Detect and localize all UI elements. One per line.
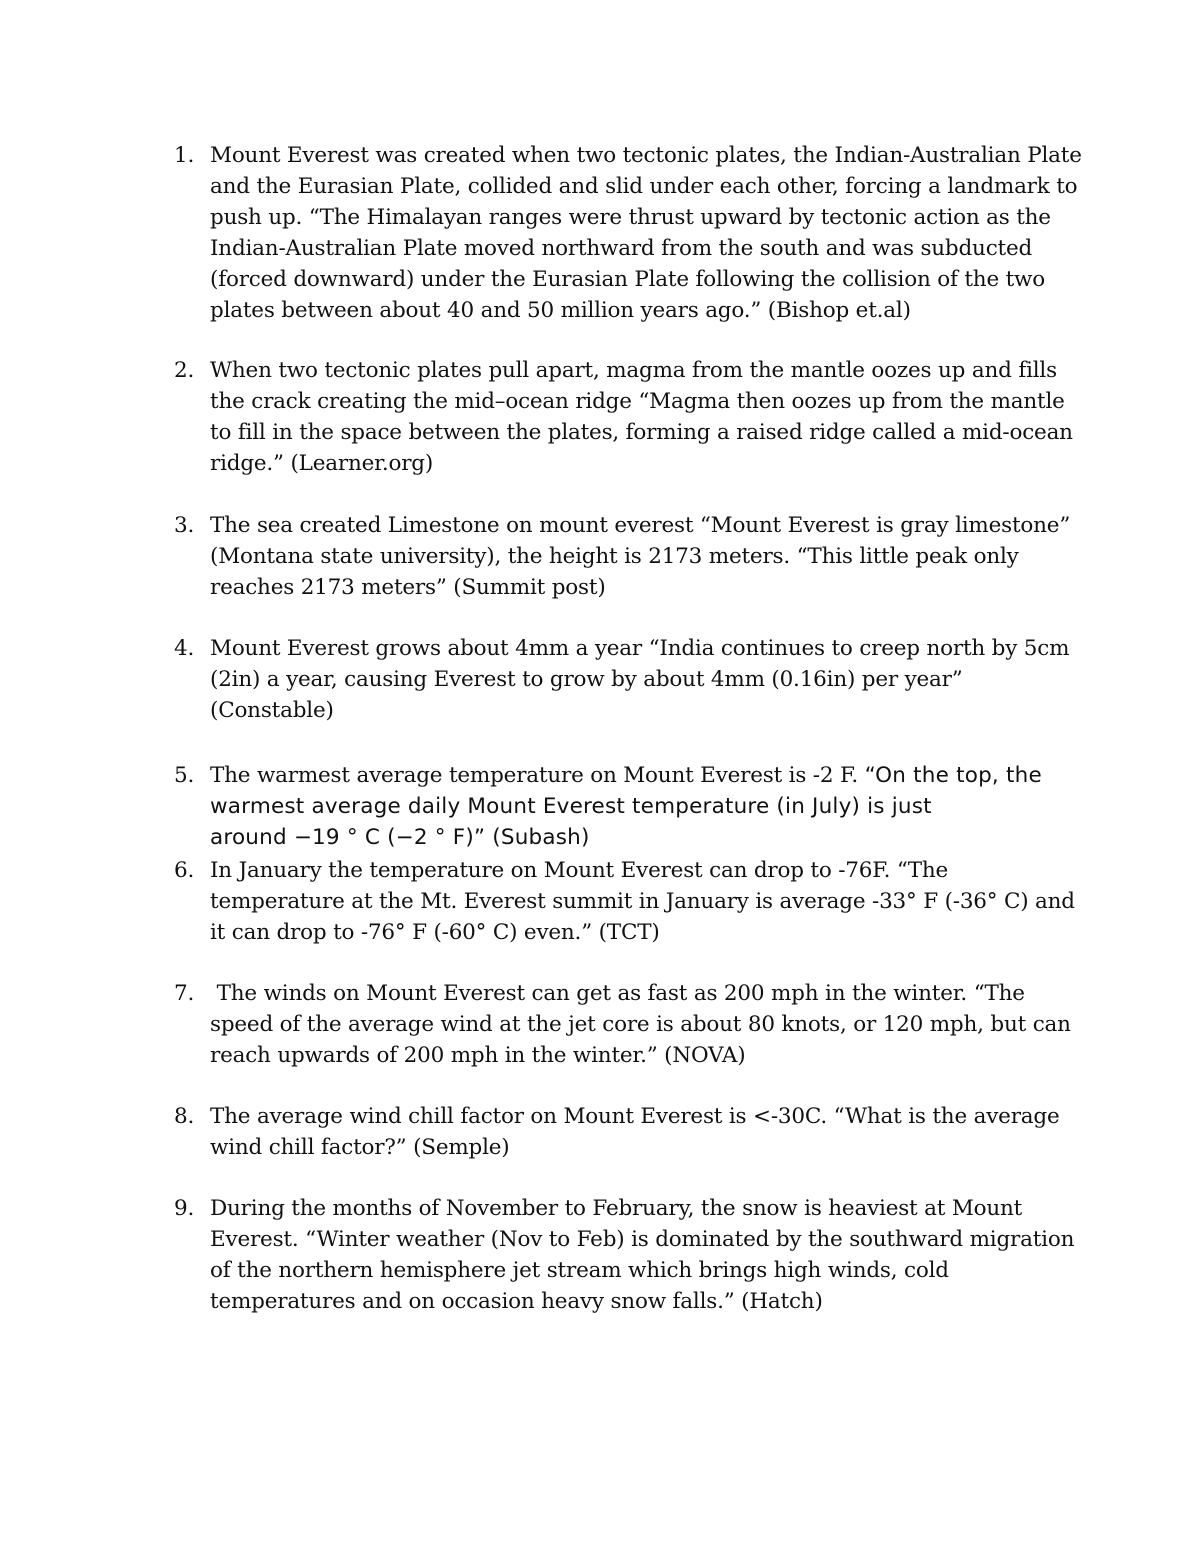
list-item-number: 1. <box>174 143 195 168</box>
text-line: and the Eurasian Plate, collided and slid under each other, forcing a landmark to <box>210 174 1078 199</box>
list-item-number: 2. <box>174 358 195 383</box>
text-line: In January the temperature on Mount Everest can drop to -76F. “The <box>210 858 949 883</box>
text-line: ridge.” (Learner.org) <box>210 451 434 476</box>
text-line: of the northern hemisphere jet stream which brings high winds, cold <box>210 1258 949 1283</box>
list-item-text <box>210 1193 1075 1317</box>
text-line: to fill in the space between the plates, forming a raised ridge called a mid-ocean <box>210 420 1073 445</box>
text-segment: The warmest average temperature on Mount Everest is -2 F. <box>210 763 865 788</box>
list-item-number: 6. <box>174 858 195 883</box>
list-item-number: 3. <box>174 513 195 538</box>
text-line: speed of the average wind at the jet core is about 80 knots, or 120 mph, but can <box>210 1012 1071 1037</box>
text-line: Mount Everest grows about 4mm a year “India continues to creep north by 5cm <box>210 636 1070 661</box>
text-line: The winds on Mount Everest can get as fast as 200 mph in the winter. “The <box>210 981 1025 1006</box>
list-item-text <box>210 355 1073 479</box>
text-line: (forced downward) under the Eurasian Plate following the collision of the two <box>210 267 1045 292</box>
list-item-number: 4. <box>174 636 195 661</box>
list-item-number: 5. <box>174 763 195 788</box>
quote-segment: “On the top, the <box>864 763 1042 788</box>
text-line: reach upwards of 200 mph in the winter.” (NOVA) <box>210 1043 746 1068</box>
text-line: reaches 2173 meters” (Summit post) <box>210 575 606 600</box>
text-line: The sea created Limestone on mount everest “Mount Everest is gray limestone” <box>210 513 1071 538</box>
list-item-number: 7. <box>174 981 195 1006</box>
text-line: temperature at the Mt. Everest summit in January is average -33° F (-36° C) and <box>210 889 1075 914</box>
list-item-number: 8. <box>174 1104 195 1129</box>
list-item-text <box>210 760 1070 853</box>
text-line: (2in) a year, causing Everest to grow by about 4mm (0.16in) per year” <box>210 667 963 692</box>
text-line: wind chill factor?” (Semple) <box>210 1135 510 1160</box>
text-line: Indian-Australian Plate moved northward from the south and was subducted <box>210 236 1033 261</box>
text-line: The average wind chill factor on Mount Everest is <-30C. “What is the average <box>210 1104 1060 1129</box>
text-line: When two tectonic plates pull apart, magma from the mantle oozes up and fills <box>210 358 1057 383</box>
text-line: plates between about 40 and 50 million years ago.” (Bishop et.al) <box>210 298 911 323</box>
text-line: (Montana state university), the height is 2173 meters. “This little peak only <box>210 544 1019 569</box>
quote-line: around −19 ° C (−2 ° F)” (Subash) <box>210 825 590 850</box>
text-line: the crack creating the mid–ocean ridge “Magma then oozes up from the mantle <box>210 389 1065 414</box>
list-item-text <box>210 510 1070 603</box>
text-line: temperatures and on occasion heavy snow falls.” (Hatch) <box>210 1289 823 1314</box>
list-item-text <box>210 1101 1070 1163</box>
list-item-text <box>210 633 1070 726</box>
quote-line: warmest average daily Mount Everest temperature (in July) is just <box>210 794 932 819</box>
text-line: it can drop to -76° F (-60° C) even.” (TCT) <box>210 920 660 945</box>
text-line <box>210 760 1070 791</box>
text-line: Everest. “Winter weather (Nov to Feb) is dominated by the southward migration <box>210 1227 1075 1252</box>
text-line: Mount Everest was created when two tectonic plates, the Indian-Australian Plate <box>210 143 1082 168</box>
list-item-text <box>210 140 1082 326</box>
text-line: During the months of November to February, the snow is heaviest at Mount <box>210 1196 1023 1221</box>
text-line: (Constable) <box>210 698 334 723</box>
text-line: push up. “The Himalayan ranges were thrust upward by tectonic action as the <box>210 205 1051 230</box>
list-item-number: 9. <box>174 1196 195 1221</box>
list-item-text <box>210 978 1070 1071</box>
list-item-text <box>210 855 1075 948</box>
